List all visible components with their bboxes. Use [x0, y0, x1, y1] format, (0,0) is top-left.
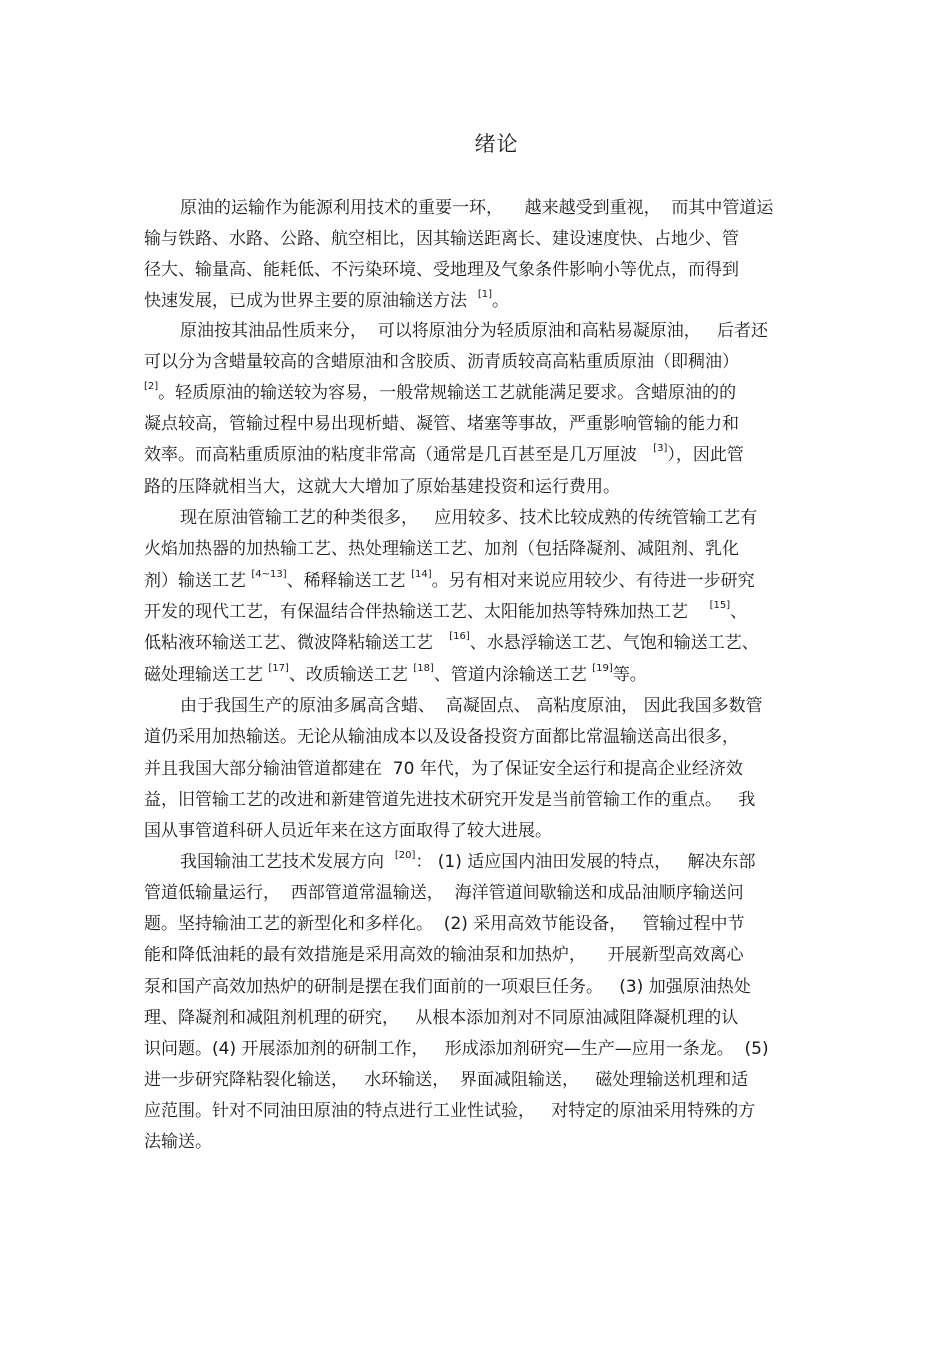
text-segment: 我国输油工艺技术发展方向 — [180, 852, 395, 872]
text-line — [144, 1069, 748, 1091]
text-segment: 并且我国大部分输油管道都建在 70 年代，为了保证安全运行和提高企业经济效 — [144, 759, 743, 779]
text-line — [144, 1038, 769, 1060]
citation-ref: [18] — [413, 663, 434, 674]
text-line — [144, 664, 647, 686]
text-segment: 径大、输量高、能耗低、不污染环境、受地理及气象条件影响小等优点，而得到 — [144, 260, 739, 280]
text-line — [144, 351, 739, 373]
text-line — [144, 632, 759, 654]
text-segment: 、管道内涂输送工艺 — [433, 665, 593, 685]
text-line — [180, 695, 763, 717]
page-title: 绪论 — [474, 132, 519, 156]
text-segment: 现在原油管输工艺的种类很多， 应用较多、技术比较成熟的传统管输工艺有 — [180, 508, 758, 528]
text-segment: 由于我国生产的原油多属高含蜡、 高凝固点、 高粘度原油， 因此我国多数管 — [180, 696, 763, 716]
text-segment: 、改质输送工艺 — [288, 665, 414, 685]
text-segment: 、 — [730, 602, 748, 622]
text-segment: 磁处理输送工艺 — [144, 665, 269, 685]
text-segment: 开发的现代工艺，有保温结合伴热输送工艺、太阳能加热等特殊加热工艺 — [144, 602, 710, 622]
text-segment: 理、降凝剂和减阻剂机理的研究， 从根本添加剂对不同原油减阻降凝机理的认 — [144, 1008, 739, 1028]
text-segment: 题。坚持输油工艺的新型化和多样化。 (2) 采用高效节能设备， 管输过程中节 — [144, 914, 745, 934]
text-segment: 益，旧管输工艺的改进和新建管道先进技术研究开发是当前管输工作的重点。 我 — [144, 790, 756, 810]
text-segment: 原油的运输作为能源利用技术的重要一环， 越来越受到重视， 而其中管道运 — [180, 198, 774, 218]
citation-ref: [1] — [477, 289, 492, 300]
text-line — [144, 382, 736, 404]
text-line — [144, 538, 739, 560]
text-segment: 泵和国产高效加热炉的研制是摆在我们面前的一项艰巨任务。 (3) 加强原油热处 — [144, 977, 751, 997]
text-segment: 应范围。针对不同油田原油的特点进行工业性试验， 对特定的原油采用特殊的方 — [144, 1101, 756, 1121]
text-segment: 剂）输送工艺 — [144, 571, 252, 591]
citation-ref: [4~13] — [251, 569, 287, 580]
text-line — [144, 570, 755, 592]
text-line — [144, 1007, 738, 1029]
citation-ref: [2] — [144, 381, 159, 392]
text-segment: ），因此管 — [667, 445, 744, 465]
text-segment: 、水悬浮输送工艺、气饱和输送工艺、 — [469, 633, 759, 653]
text-line — [144, 913, 745, 935]
text-segment: 快速发展，已成为世界主要的原油输送方法 — [144, 291, 478, 311]
text-segment: 。另有相对来说应用较少、有待进一步研究 — [431, 571, 755, 591]
text-line — [144, 882, 744, 904]
text-line — [144, 758, 743, 780]
text-line — [144, 259, 739, 281]
citation-ref: [17] — [268, 663, 289, 674]
text-line — [144, 228, 739, 250]
text-segment: 道仍采用加热输送。无论从输油成本以及设备投资方面都比常温输送高出很多， — [144, 727, 739, 747]
text-line — [144, 601, 747, 623]
text-segment: 进一步研究降粘裂化输送， 水环输送， 界面减阻输送， 磁处理输送机理和适 — [144, 1070, 749, 1090]
text-line — [180, 197, 773, 219]
text-segment: 输与铁路、水路、公路、航空相比，因其输送距离长、建设速度快、占地少、管 — [144, 229, 739, 249]
citation-ref: [19] — [592, 663, 613, 674]
text-segment: 原油按其油品性质来分， 可以将原油分为轻质原油和高粘易凝原油， 后者还 — [180, 321, 769, 341]
text-segment: 。 — [491, 291, 509, 311]
text-line — [144, 413, 739, 435]
text-segment: 效率。而高粘重质原油的粘度非常高（通常是几百甚至是几万厘波 — [144, 445, 654, 465]
text-line — [144, 944, 744, 966]
text-line — [144, 789, 755, 811]
citation-ref: [16] — [449, 631, 470, 642]
text-segment: 等。 — [612, 665, 647, 685]
text-line — [144, 726, 739, 748]
text-segment: 凝点较高，管输过程中易出现析蜡、凝管、堵塞等事故，严重影响管输的能力和 — [144, 414, 739, 434]
text-segment: 管道低输量运行， 西部管道常温输送， 海洋管道间歇输送和成品油顺序输送问 — [144, 883, 744, 903]
text-segment: 。轻质原油的输送较为容易，一般常规输送工艺就能满足要求。含蜡原油的的 — [158, 383, 737, 403]
text-segment: 火焰加热器的加热输工艺、热处理输送工艺、加剂（包括降凝剂、减阻剂、乳化 — [144, 539, 739, 559]
text-line — [144, 1100, 755, 1122]
text-segment: 路的压降就相当大，这就大大增加了原始基建投资和运行费用。 — [144, 477, 620, 497]
text-line — [144, 1131, 212, 1153]
citation-ref: [3] — [653, 443, 668, 454]
citation-ref: [14] — [411, 569, 432, 580]
text-line — [180, 851, 755, 873]
text-segment: 识问题。(4) 开展添加剂的研制工作， 形成添加剂研究—生产—应用一条龙。 (5) — [144, 1039, 769, 1059]
text-segment: 、稀释输送工艺 — [286, 571, 412, 591]
text-segment: ： (1) 适应国内油田发展的特点， 解决东部 — [415, 852, 756, 872]
text-line — [144, 476, 620, 498]
citation-ref: [20] — [394, 850, 416, 861]
text-line — [144, 444, 744, 466]
text-segment: 法输送。 — [144, 1132, 212, 1152]
text-line — [144, 820, 552, 842]
text-line — [180, 320, 768, 342]
citation-ref: [15] — [709, 600, 731, 611]
text-segment: 国从事管道科研人员近年来在这方面取得了较大进展。 — [144, 821, 552, 841]
text-segment: 能和降低油耗的最有效措施是采用高效的输油泵和加热炉， 开展新型高效离心 — [144, 945, 744, 965]
text-line — [180, 507, 757, 529]
text-line — [144, 976, 751, 998]
text-segment: 低粘液环输送工艺、微波降粘输送工艺 — [144, 633, 450, 653]
text-line — [144, 290, 509, 312]
text-segment: 可以分为含蜡量较高的含蜡原油和含胶质、沥青质较高高粘重质原油（即稠油） — [144, 352, 739, 372]
